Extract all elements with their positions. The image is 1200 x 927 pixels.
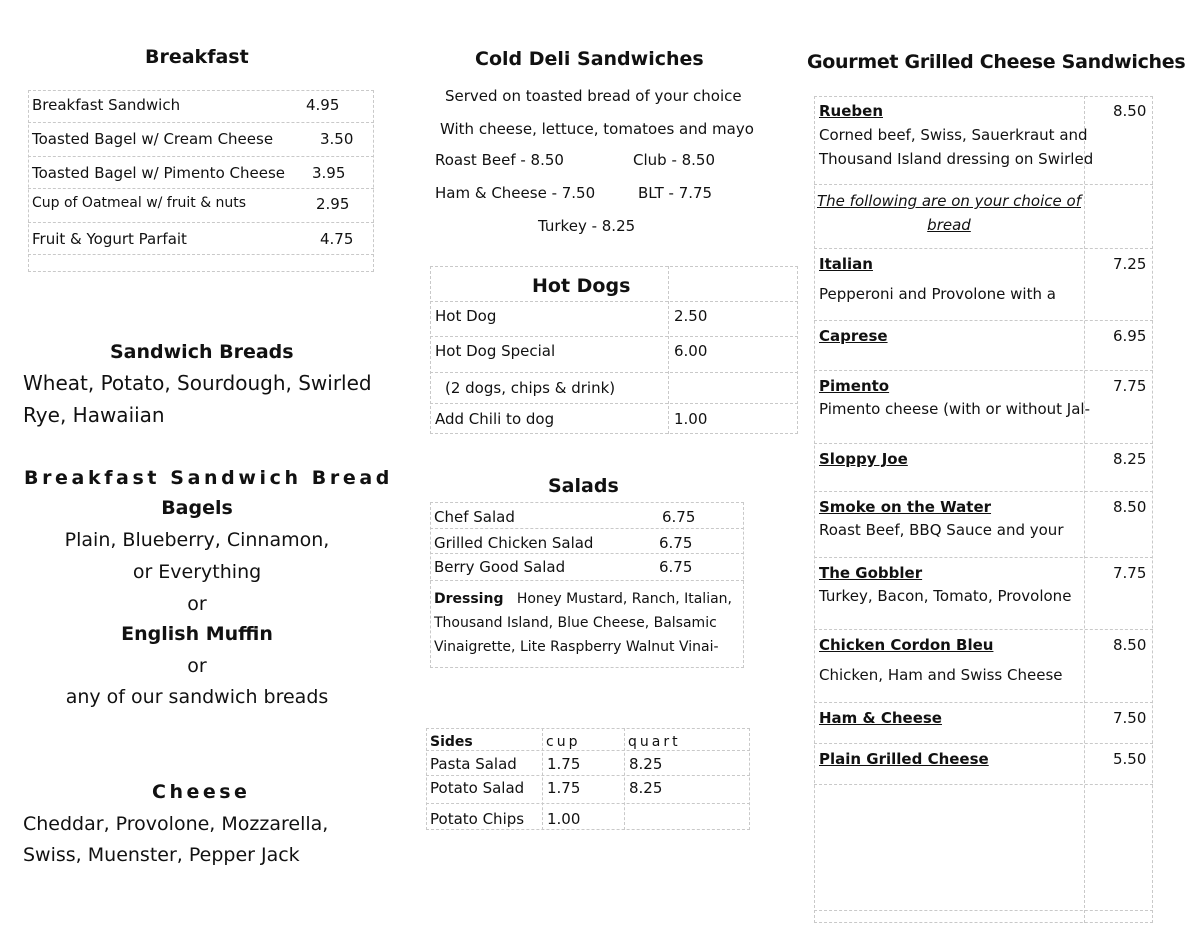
grilled-item-name: The Gobbler (819, 564, 923, 582)
grilled-item-desc: Chicken, Ham and Swiss Cheese (819, 666, 1063, 684)
breakfast-price: 3.95 (312, 164, 346, 182)
grilled-cheese-title: Gourmet Grilled Cheese Sandwiches (807, 51, 1186, 73)
cold-deli-item: Club - 8.50 (633, 151, 716, 169)
breakfast-price: 2.95 (316, 195, 350, 213)
salad-price: 6.75 (662, 508, 696, 526)
cold-deli-line: With cheese, lettuce, tomatoes and mayo (440, 120, 754, 138)
hot-dog-item: Add Chili to dog (435, 410, 555, 428)
side-cup-price: 1.00 (547, 810, 581, 828)
breakfast-item: Cup of Oatmeal w/ fruit & nuts (32, 195, 247, 211)
dressing-label: Dressing (434, 591, 504, 607)
breakfast-price: 3.50 (320, 130, 354, 148)
grilled-item-price: 7.75 (1113, 377, 1147, 395)
sandwich-breads-title: Sandwich Breads (110, 341, 294, 363)
grilled-item-price: 7.25 (1113, 255, 1147, 273)
breakfast-bread-title: Breakfast Sandwich Bread (24, 467, 393, 489)
grilled-item-name: Rueben (819, 102, 883, 120)
hot-dog-price: 6.00 (674, 342, 708, 360)
hot-dog-price: 1.00 (674, 410, 708, 428)
bread-choice-note: bread (927, 216, 971, 234)
salad-item: Grilled Chicken Salad (434, 534, 594, 552)
grilled-item-price: 8.50 (1113, 636, 1147, 654)
grilled-item-name: Chicken Cordon Bleu (819, 636, 994, 654)
side-quart-price: 8.25 (629, 755, 663, 773)
sandwich-breads-line: Rye, Hawaiian (23, 403, 165, 427)
hot-dog-item: (2 dogs, chips & drink) (445, 379, 616, 397)
grilled-item-name: Plain Grilled Cheese (819, 750, 989, 768)
cold-deli-title: Cold Deli Sandwiches (475, 48, 704, 70)
salad-price: 6.75 (659, 558, 693, 576)
grilled-item-name: Ham & Cheese (819, 709, 942, 727)
salads-title: Salads (548, 475, 619, 497)
grilled-item-desc: Corned beef, Swiss, Sauerkraut and (819, 126, 1088, 144)
grilled-item-price: 8.50 (1113, 102, 1147, 120)
side-item: Potato Chips (430, 810, 525, 828)
cheese-line: Cheddar, Provolone, Mozzarella, (23, 813, 329, 835)
grilled-item-price: 7.50 (1113, 709, 1147, 727)
dressing-line: Vinaigrette, Lite Raspberry Walnut Vinai- (434, 639, 719, 655)
side-item: Potato Salad (430, 779, 525, 797)
grilled-item-price: 8.50 (1113, 498, 1147, 516)
cold-deli-item: Turkey - 8.25 (538, 217, 636, 235)
grilled-item-price: 8.25 (1113, 450, 1147, 468)
or-text: or (187, 655, 207, 677)
salad-item: Chef Salad (434, 508, 515, 526)
grilled-item-desc: Thousand Island dressing on Swirled (819, 150, 1094, 168)
grilled-item-name: Pimento (819, 377, 890, 395)
bagels-line: or Everything (132, 561, 262, 583)
sides-col-quart: quart (628, 734, 681, 750)
grilled-item-name: Smoke on the Water (819, 498, 992, 516)
hot-dog-price: 2.50 (674, 307, 708, 325)
bread-choice-note: The following are on your choice of (817, 192, 1081, 210)
hot-dog-item: Hot Dog Special (435, 342, 556, 360)
cold-deli-item: Ham & Cheese - 7.50 (435, 184, 596, 202)
sandwich-breads-line: Wheat, Potato, Sourdough, Swirled (23, 371, 372, 395)
side-cup-price: 1.75 (547, 755, 581, 773)
dressing-line: Honey Mustard, Ranch, Italian, (516, 591, 732, 607)
breakfast-item: Toasted Bagel w/ Pimento Cheese (32, 164, 285, 182)
dressing-line: Thousand Island, Blue Cheese, Balsamic (434, 615, 717, 631)
grilled-item-name: Caprese (819, 327, 888, 345)
breakfast-item: Breakfast Sandwich (32, 96, 181, 114)
any-breads-line: any of our sandwich breads (65, 686, 329, 708)
breakfast-item: Fruit & Yogurt Parfait (32, 230, 187, 248)
bagels-title: Bagels (161, 497, 233, 519)
grilled-item-name: Sloppy Joe (819, 450, 908, 468)
sides-col-cup: cup (546, 734, 581, 750)
side-cup-price: 1.75 (547, 779, 581, 797)
breakfast-title: Breakfast (145, 46, 249, 68)
sides-header: Sides (430, 734, 473, 750)
hot-dogs-title: Hot Dogs (532, 275, 631, 297)
breakfast-price: 4.75 (320, 230, 354, 248)
grilled-item-desc: Pepperoni and Provolone with a (819, 285, 1056, 303)
side-item: Pasta Salad (430, 755, 517, 773)
breakfast-item: Toasted Bagel w/ Cream Cheese (32, 130, 274, 148)
salad-price: 6.75 (659, 534, 693, 552)
hot-dog-item: Hot Dog (435, 307, 497, 325)
cold-deli-line: Served on toasted bread of your choice (445, 87, 742, 105)
salad-item: Berry Good Salad (434, 558, 566, 576)
breakfast-price: 4.95 (306, 96, 340, 114)
bagels-line: Plain, Blueberry, Cinnamon, (64, 529, 330, 551)
english-muffin-title: English Muffin (121, 623, 273, 645)
side-quart-price: 8.25 (629, 779, 663, 797)
grilled-item-desc: Turkey, Bacon, Tomato, Provolone (819, 587, 1072, 605)
grilled-item-desc: Roast Beef, BBQ Sauce and your (819, 521, 1064, 539)
grilled-item-price: 7.75 (1113, 564, 1147, 582)
cold-deli-item: BLT - 7.75 (638, 184, 713, 202)
grilled-item-price: 6.95 (1113, 327, 1147, 345)
cheese-line: Swiss, Muenster, Pepper Jack (23, 844, 300, 866)
or-text: or (187, 593, 207, 615)
cold-deli-item: Roast Beef - 8.50 (435, 151, 564, 169)
cheese-title: Cheese (152, 781, 251, 803)
grilled-item-name: Italian (819, 255, 873, 273)
grilled-item-desc: Pimento cheese (with or without Jal- (819, 400, 1090, 418)
grilled-item-price: 5.50 (1113, 750, 1147, 768)
